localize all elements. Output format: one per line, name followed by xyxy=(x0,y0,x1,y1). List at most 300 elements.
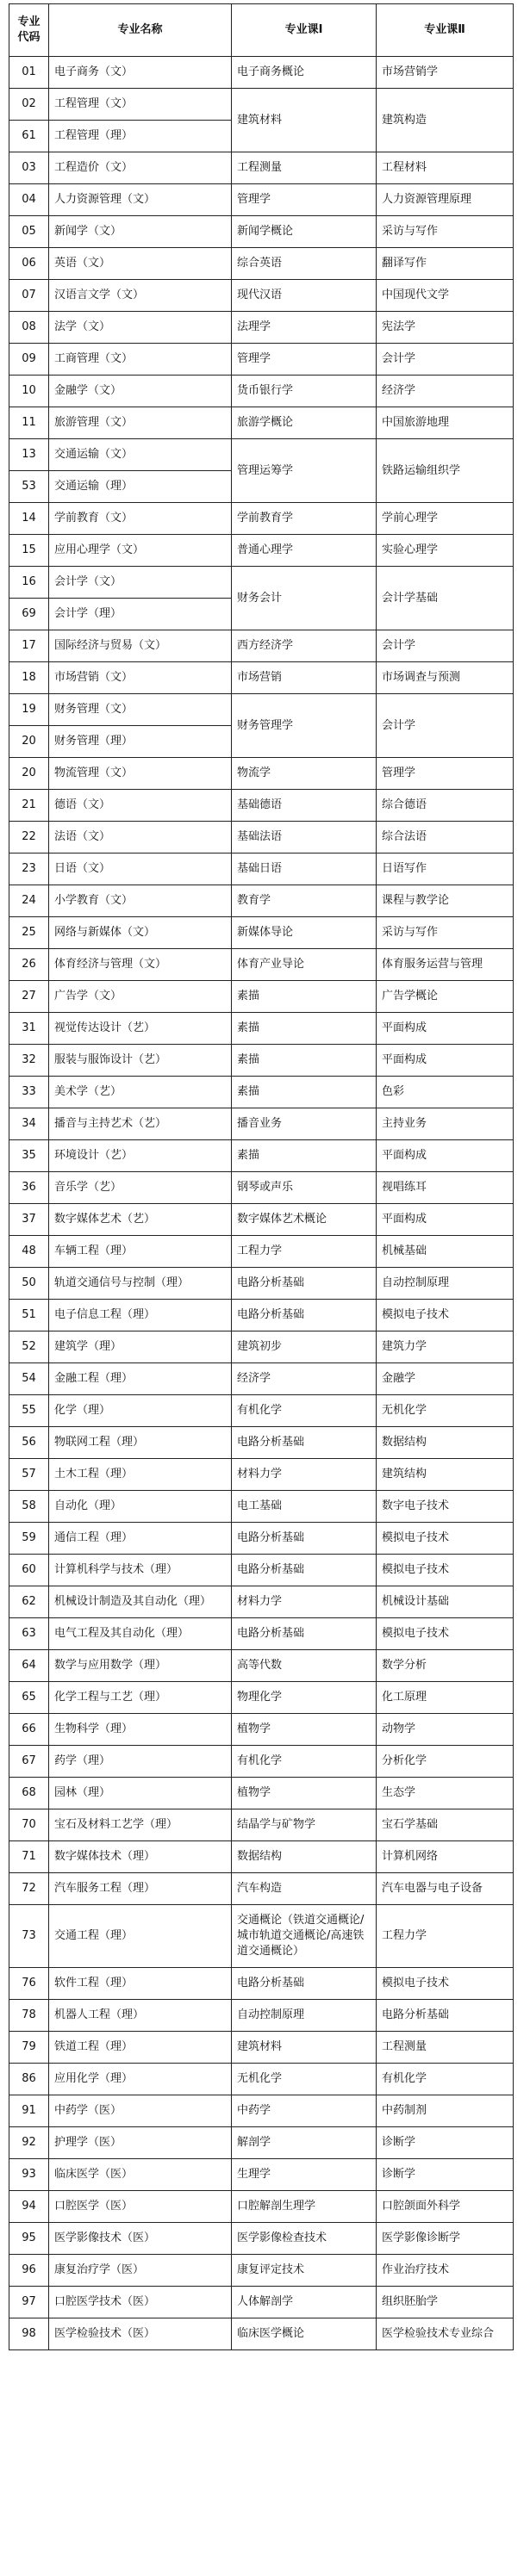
course-2: 宪法学 xyxy=(377,312,514,344)
course-2: 日语写作 xyxy=(377,853,514,885)
course-2: 建筑构造 xyxy=(377,89,514,152)
major-code: 73 xyxy=(9,1905,49,1968)
course-2: 医学影像诊断学 xyxy=(377,2223,514,2255)
course-1: 交通概论（铁道交通概论/城市轨道交通概论/高速铁道交通概论） xyxy=(232,1905,377,1968)
course-2: 中国现代文学 xyxy=(377,280,514,312)
major-code: 76 xyxy=(9,1968,49,2000)
major-name: 通信工程（理） xyxy=(49,1523,232,1555)
course-1: 素描 xyxy=(232,1013,377,1045)
course-2: 分析化学 xyxy=(377,1746,514,1778)
major-name: 财务管理（文） xyxy=(49,694,232,726)
major-code: 06 xyxy=(9,248,49,280)
major-name: 金融学（文） xyxy=(49,376,232,407)
course-2: 采访与写作 xyxy=(377,917,514,949)
major-code: 24 xyxy=(9,885,49,917)
table-row xyxy=(9,1905,514,1968)
course-1: 法理学 xyxy=(232,312,377,344)
table-row xyxy=(9,184,514,216)
major-code: 86 xyxy=(9,2064,49,2095)
table-row xyxy=(9,152,514,184)
course-1: 口腔解剖生理学 xyxy=(232,2191,377,2223)
course-2: 组织胚胎学 xyxy=(377,2287,514,2318)
table-row xyxy=(9,2255,514,2287)
course-2: 会计学 xyxy=(377,630,514,662)
course-1: 生理学 xyxy=(232,2159,377,2191)
major-code: 23 xyxy=(9,853,49,885)
course-1: 教育学 xyxy=(232,885,377,917)
course-2: 建筑结构 xyxy=(377,1459,514,1491)
course-2: 人力资源管理原理 xyxy=(377,184,514,216)
major-code: 57 xyxy=(9,1459,49,1491)
course-2: 会计学基础 xyxy=(377,567,514,630)
course-1: 数字媒体艺术概论 xyxy=(232,1204,377,1236)
course-2: 生态学 xyxy=(377,1778,514,1809)
table-row xyxy=(9,1459,514,1491)
major-code: 78 xyxy=(9,2000,49,2032)
course-2: 模拟电子技术 xyxy=(377,1555,514,1586)
course-1: 新闻学概论 xyxy=(232,216,377,248)
course-1: 基础法语 xyxy=(232,822,377,853)
table-row xyxy=(9,1172,514,1204)
table-row xyxy=(9,2191,514,2223)
major-code: 34 xyxy=(9,1108,49,1140)
major-name: 视觉传达设计（艺） xyxy=(49,1013,232,1045)
major-name: 数字媒体艺术（艺） xyxy=(49,1204,232,1236)
course-1: 高等代数 xyxy=(232,1650,377,1682)
course-2: 机械基础 xyxy=(377,1236,514,1268)
major-name: 护理学（医） xyxy=(49,2127,232,2159)
course-2: 色彩 xyxy=(377,1077,514,1108)
major-name: 康复治疗学（医） xyxy=(49,2255,232,2287)
major-name: 数字媒体技术（理） xyxy=(49,1841,232,1873)
course-1: 财务会计 xyxy=(232,567,377,630)
major-name: 工商管理（文） xyxy=(49,344,232,376)
course-1: 电工基础 xyxy=(232,1491,377,1523)
course-2: 模拟电子技术 xyxy=(377,1523,514,1555)
major-name: 医学检验技术（医） xyxy=(49,2318,232,2350)
table-row xyxy=(9,981,514,1013)
major-code: 36 xyxy=(9,1172,49,1204)
major-code: 98 xyxy=(9,2318,49,2350)
major-code: 69 xyxy=(9,599,49,630)
major-code: 02 xyxy=(9,89,49,121)
course-2: 数字电子技术 xyxy=(377,1491,514,1523)
course-2: 学前心理学 xyxy=(377,503,514,535)
course-2: 有机化学 xyxy=(377,2064,514,2095)
course-1: 自动控制原理 xyxy=(232,2000,377,2032)
major-code: 79 xyxy=(9,2032,49,2064)
table-row xyxy=(9,1204,514,1236)
course-2: 课程与教学论 xyxy=(377,885,514,917)
table-row xyxy=(9,535,514,567)
course-1: 康复评定技术 xyxy=(232,2255,377,2287)
major-code: 66 xyxy=(9,1714,49,1746)
major-name: 化学（理） xyxy=(49,1395,232,1427)
major-name: 交通运输（文） xyxy=(49,439,232,471)
course-1: 电子商务概论 xyxy=(232,57,377,89)
major-name: 计算机科学与技术（理） xyxy=(49,1555,232,1586)
course-1: 工程测量 xyxy=(232,152,377,184)
major-name: 日语（文） xyxy=(49,853,232,885)
major-code: 70 xyxy=(9,1809,49,1841)
major-name: 财务管理（理） xyxy=(49,726,232,758)
table-row xyxy=(9,1778,514,1809)
major-name: 德语（文） xyxy=(49,790,232,822)
major-code: 63 xyxy=(9,1618,49,1650)
major-name: 音乐学（艺） xyxy=(49,1172,232,1204)
course-2: 自动控制原理 xyxy=(377,1268,514,1300)
course-1: 电路分析基础 xyxy=(232,1555,377,1586)
major-code: 50 xyxy=(9,1268,49,1300)
header-code: 专业代码 xyxy=(9,4,49,57)
course-1: 财务管理学 xyxy=(232,694,377,758)
table-row xyxy=(9,1395,514,1427)
course-2: 模拟电子技术 xyxy=(377,1300,514,1331)
major-name: 英语（文） xyxy=(49,248,232,280)
major-name: 工程管理（文） xyxy=(49,89,232,121)
table-row xyxy=(9,1746,514,1778)
major-name: 法学（文） xyxy=(49,312,232,344)
major-code: 08 xyxy=(9,312,49,344)
table-row xyxy=(9,694,514,726)
course-1: 现代汉语 xyxy=(232,280,377,312)
course-2: 工程力学 xyxy=(377,1905,514,1968)
course-1: 管理学 xyxy=(232,344,377,376)
header-row xyxy=(9,4,514,57)
course-2: 中药制剂 xyxy=(377,2095,514,2127)
course-2: 数据结构 xyxy=(377,1427,514,1459)
major-code: 03 xyxy=(9,152,49,184)
course-1: 货币银行学 xyxy=(232,376,377,407)
course-2: 经济学 xyxy=(377,376,514,407)
major-code: 14 xyxy=(9,503,49,535)
course-1: 新媒体导论 xyxy=(232,917,377,949)
major-code: 35 xyxy=(9,1140,49,1172)
course-1: 素描 xyxy=(232,1140,377,1172)
course-1: 综合英语 xyxy=(232,248,377,280)
major-name: 会计学（理） xyxy=(49,599,232,630)
table-row xyxy=(9,1268,514,1300)
major-name: 汽车服务工程（理） xyxy=(49,1873,232,1905)
table-row xyxy=(9,1968,514,2000)
course-1: 播音业务 xyxy=(232,1108,377,1140)
table-row xyxy=(9,1873,514,1905)
course-2: 市场调查与预测 xyxy=(377,662,514,694)
table-row xyxy=(9,312,514,344)
course-1: 电路分析基础 xyxy=(232,1618,377,1650)
course-2: 医学检验技术专业综合 xyxy=(377,2318,514,2350)
course-1: 植物学 xyxy=(232,1714,377,1746)
course-2: 管理学 xyxy=(377,758,514,790)
major-code: 17 xyxy=(9,630,49,662)
major-name: 临床医学（医） xyxy=(49,2159,232,2191)
table-row xyxy=(9,216,514,248)
course-2: 平面构成 xyxy=(377,1204,514,1236)
major-code: 93 xyxy=(9,2159,49,2191)
course-1: 建筑初步 xyxy=(232,1331,377,1363)
course-2: 工程测量 xyxy=(377,2032,514,2064)
course-1: 无机化学 xyxy=(232,2064,377,2095)
major-code: 59 xyxy=(9,1523,49,1555)
course-2: 无机化学 xyxy=(377,1395,514,1427)
course-1: 医学影像检查技术 xyxy=(232,2223,377,2255)
major-name: 市场营销（文） xyxy=(49,662,232,694)
course-2: 会计学 xyxy=(377,694,514,758)
table-row xyxy=(9,2318,514,2350)
major-name: 物流管理（文） xyxy=(49,758,232,790)
major-name: 汉语言文学（文） xyxy=(49,280,232,312)
course-1: 物流学 xyxy=(232,758,377,790)
major-code: 21 xyxy=(9,790,49,822)
course-1: 经济学 xyxy=(232,1363,377,1395)
course-1: 市场营销 xyxy=(232,662,377,694)
table-row xyxy=(9,1331,514,1363)
major-name: 机器人工程（理） xyxy=(49,2000,232,2032)
table-row xyxy=(9,1045,514,1077)
table-row xyxy=(9,1523,514,1555)
major-name: 口腔医学（医） xyxy=(49,2191,232,2223)
course-2: 主持业务 xyxy=(377,1108,514,1140)
major-code: 19 xyxy=(9,694,49,726)
major-name: 车辆工程（理） xyxy=(49,1236,232,1268)
major-code: 01 xyxy=(9,57,49,89)
table-row xyxy=(9,1363,514,1395)
course-1: 建筑材料 xyxy=(232,2032,377,2064)
major-name: 生物科学（理） xyxy=(49,1714,232,1746)
table-row xyxy=(9,758,514,790)
major-name: 药学（理） xyxy=(49,1746,232,1778)
major-code: 10 xyxy=(9,376,49,407)
major-name: 国际经济与贸易（文） xyxy=(49,630,232,662)
table-row xyxy=(9,630,514,662)
major-name: 法语（文） xyxy=(49,822,232,853)
course-1: 建筑材料 xyxy=(232,89,377,152)
major-code: 61 xyxy=(9,121,49,152)
major-code: 09 xyxy=(9,344,49,376)
table-row xyxy=(9,2095,514,2127)
table-row xyxy=(9,1077,514,1108)
table-row xyxy=(9,376,514,407)
major-code: 20 xyxy=(9,758,49,790)
major-code: 97 xyxy=(9,2287,49,2318)
major-code: 60 xyxy=(9,1555,49,1586)
course-2: 采访与写作 xyxy=(377,216,514,248)
course-1: 解剖学 xyxy=(232,2127,377,2159)
course-2: 建筑力学 xyxy=(377,1331,514,1363)
course-1: 基础日语 xyxy=(232,853,377,885)
major-code: 64 xyxy=(9,1650,49,1682)
major-code: 51 xyxy=(9,1300,49,1331)
table-row xyxy=(9,439,514,471)
course-1: 工程力学 xyxy=(232,1236,377,1268)
major-code: 26 xyxy=(9,949,49,981)
major-name: 体育经济与管理（文） xyxy=(49,949,232,981)
major-code: 95 xyxy=(9,2223,49,2255)
course-2: 宝石学基础 xyxy=(377,1809,514,1841)
major-name: 美术学（艺） xyxy=(49,1077,232,1108)
course-2: 体育服务运营与管理 xyxy=(377,949,514,981)
major-name: 学前教育（文） xyxy=(49,503,232,535)
table-row xyxy=(9,1555,514,1586)
major-code: 22 xyxy=(9,822,49,853)
major-code: 62 xyxy=(9,1586,49,1618)
major-code: 07 xyxy=(9,280,49,312)
major-name: 数学与应用数学（理） xyxy=(49,1650,232,1682)
major-code: 52 xyxy=(9,1331,49,1363)
course-1: 汽车构造 xyxy=(232,1873,377,1905)
table-row xyxy=(9,1650,514,1682)
table-row xyxy=(9,57,514,89)
table-row xyxy=(9,2287,514,2318)
course-1: 数据结构 xyxy=(232,1841,377,1873)
table-row xyxy=(9,2127,514,2159)
course-table xyxy=(9,3,514,2350)
course-1: 材料力学 xyxy=(232,1586,377,1618)
course-2: 铁路运输组织学 xyxy=(377,439,514,503)
major-name: 轨道交通信号与控制（理） xyxy=(49,1268,232,1300)
course-2: 翻译写作 xyxy=(377,248,514,280)
major-code: 48 xyxy=(9,1236,49,1268)
major-name: 电子信息工程（理） xyxy=(49,1300,232,1331)
course-2: 会计学 xyxy=(377,344,514,376)
course-1: 中药学 xyxy=(232,2095,377,2127)
course-2: 诊断学 xyxy=(377,2127,514,2159)
table-row xyxy=(9,1586,514,1618)
major-code: 55 xyxy=(9,1395,49,1427)
major-name: 工程造价（文） xyxy=(49,152,232,184)
major-code: 16 xyxy=(9,567,49,599)
table-row xyxy=(9,2000,514,2032)
course-2: 作业治疗技术 xyxy=(377,2255,514,2287)
major-name: 园林（理） xyxy=(49,1778,232,1809)
table-row xyxy=(9,2159,514,2191)
major-code: 13 xyxy=(9,439,49,471)
table-row xyxy=(9,853,514,885)
table-body xyxy=(9,57,514,2350)
major-name: 小学教育（文） xyxy=(49,885,232,917)
course-2: 模拟电子技术 xyxy=(377,1968,514,2000)
major-code: 20 xyxy=(9,726,49,758)
course-1: 学前教育学 xyxy=(232,503,377,535)
table-row xyxy=(9,1491,514,1523)
course-2: 综合德语 xyxy=(377,790,514,822)
table-row xyxy=(9,280,514,312)
course-2: 金融学 xyxy=(377,1363,514,1395)
major-name: 金融工程（理） xyxy=(49,1363,232,1395)
major-name: 口腔医学技术（医） xyxy=(49,2287,232,2318)
course-1: 西方经济学 xyxy=(232,630,377,662)
major-code: 54 xyxy=(9,1363,49,1395)
major-code: 96 xyxy=(9,2255,49,2287)
major-name: 应用心理学（文） xyxy=(49,535,232,567)
major-name: 软件工程（理） xyxy=(49,1968,232,2000)
major-code: 71 xyxy=(9,1841,49,1873)
course-1: 有机化学 xyxy=(232,1395,377,1427)
course-2: 平面构成 xyxy=(377,1045,514,1077)
major-name: 电气工程及其自动化（理） xyxy=(49,1618,232,1650)
major-name: 中药学（医） xyxy=(49,2095,232,2127)
major-name: 铁道工程（理） xyxy=(49,2032,232,2064)
major-name: 广告学（文） xyxy=(49,981,232,1013)
course-1: 物理化学 xyxy=(232,1682,377,1714)
major-name: 建筑学（理） xyxy=(49,1331,232,1363)
major-name: 会计学（文） xyxy=(49,567,232,599)
major-code: 91 xyxy=(9,2095,49,2127)
course-1: 电路分析基础 xyxy=(232,1968,377,2000)
course-1: 结晶学与矿物学 xyxy=(232,1809,377,1841)
major-code: 18 xyxy=(9,662,49,694)
course-2: 计算机网络 xyxy=(377,1841,514,1873)
course-2: 综合法语 xyxy=(377,822,514,853)
major-name: 自动化（理） xyxy=(49,1491,232,1523)
major-code: 67 xyxy=(9,1746,49,1778)
course-1: 有机化学 xyxy=(232,1746,377,1778)
major-name: 土木工程（理） xyxy=(49,1459,232,1491)
major-code: 65 xyxy=(9,1682,49,1714)
course-1: 植物学 xyxy=(232,1778,377,1809)
table-row xyxy=(9,662,514,694)
course-2: 广告学概论 xyxy=(377,981,514,1013)
course-2: 机械设计基础 xyxy=(377,1586,514,1618)
major-code: 33 xyxy=(9,1077,49,1108)
course-2: 诊断学 xyxy=(377,2159,514,2191)
table-row xyxy=(9,248,514,280)
table-row xyxy=(9,2223,514,2255)
major-name: 人力资源管理（文） xyxy=(49,184,232,216)
course-1: 管理学 xyxy=(232,184,377,216)
course-1: 普通心理学 xyxy=(232,535,377,567)
table-row xyxy=(9,89,514,121)
major-name: 物联网工程（理） xyxy=(49,1427,232,1459)
course-1: 钢琴或声乐 xyxy=(232,1172,377,1204)
course-1: 素描 xyxy=(232,981,377,1013)
table-row xyxy=(9,344,514,376)
major-code: 72 xyxy=(9,1873,49,1905)
major-code: 58 xyxy=(9,1491,49,1523)
course-1: 电路分析基础 xyxy=(232,1427,377,1459)
major-name: 旅游管理（文） xyxy=(49,407,232,439)
course-2: 化工原理 xyxy=(377,1682,514,1714)
course-1: 旅游学概论 xyxy=(232,407,377,439)
table-row xyxy=(9,1236,514,1268)
major-code: 11 xyxy=(9,407,49,439)
major-code: 56 xyxy=(9,1427,49,1459)
table-row xyxy=(9,917,514,949)
table-row xyxy=(9,567,514,599)
course-2: 市场营销学 xyxy=(377,57,514,89)
major-code: 25 xyxy=(9,917,49,949)
course-1: 管理运筹学 xyxy=(232,439,377,503)
major-code: 37 xyxy=(9,1204,49,1236)
major-name: 医学影像技术（医） xyxy=(49,2223,232,2255)
course-1: 电路分析基础 xyxy=(232,1268,377,1300)
course-2: 动物学 xyxy=(377,1714,514,1746)
table-row xyxy=(9,1013,514,1045)
major-name: 环境设计（艺） xyxy=(49,1140,232,1172)
course-2: 工程材料 xyxy=(377,152,514,184)
course-1: 素描 xyxy=(232,1045,377,1077)
table-row xyxy=(9,1841,514,1873)
course-1: 电路分析基础 xyxy=(232,1300,377,1331)
table-row xyxy=(9,1682,514,1714)
table-row xyxy=(9,949,514,981)
major-name: 工程管理（理） xyxy=(49,121,232,152)
table-row xyxy=(9,1618,514,1650)
major-code: 32 xyxy=(9,1045,49,1077)
table-row xyxy=(9,822,514,853)
course-1: 人体解剖学 xyxy=(232,2287,377,2318)
table-row xyxy=(9,2032,514,2064)
